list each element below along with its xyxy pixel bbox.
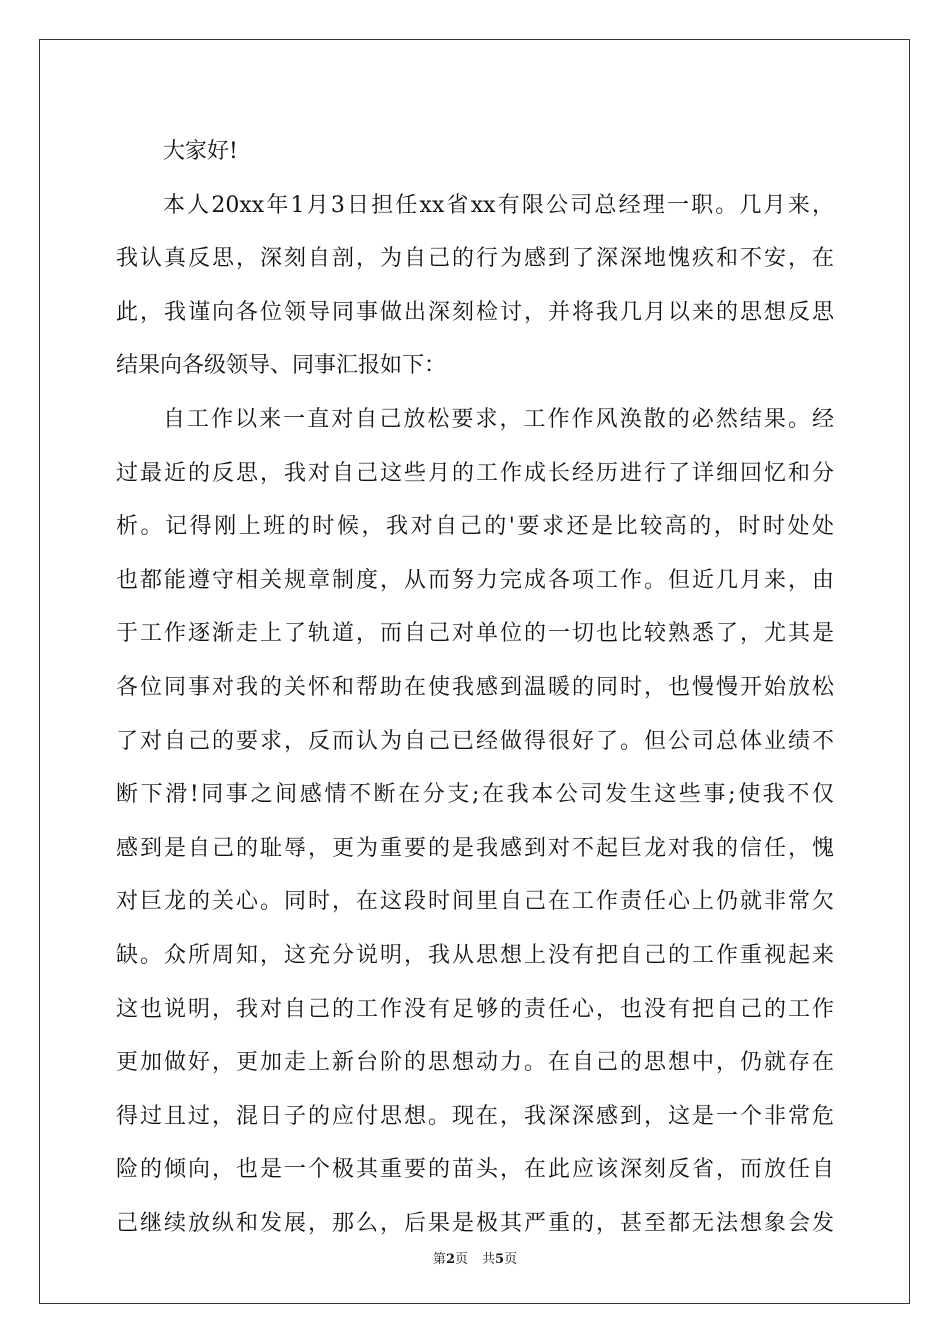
text-line: 对巨龙的关心。同时，在这段时间里自己在工作责任心上仍就非常欠 bbox=[116, 889, 834, 915]
text-line: 险的倾向，也是一个极其重要的苗头，在此应该深刻反省，而放任自 bbox=[116, 1157, 834, 1183]
text-line: 得过且过，混日子的应付思想。现在，我深深感到，这是一个非常危 bbox=[116, 1103, 834, 1129]
text-line: 各位同事对我的关怀和帮助在使我感到温暖的同时，也慢慢开始放松 bbox=[116, 674, 834, 700]
footer-total-prefix: 共 bbox=[482, 1252, 496, 1267]
footer-page-total: 5 bbox=[495, 1252, 505, 1267]
text-line: 大家好! bbox=[163, 139, 238, 164]
text-line: 结果向各级领导、同事汇报如下： bbox=[116, 353, 447, 379]
text-line: 己继续放纵和发展，那么，后果是极其严重的，甚至都无法想象会发 bbox=[116, 1210, 834, 1236]
text-line: 更加做好，更加走上新台阶的思想动力。在自己的思想中，仍就存在 bbox=[116, 1050, 834, 1076]
text-line: 析。记得刚上班的时候，我对自己的'要求还是比较高的，时时处处 bbox=[116, 514, 834, 540]
page-footer bbox=[0, 1248, 950, 1267]
text-line: 这也说明，我对自己的工作没有足够的责任心，也没有把自己的工作 bbox=[116, 996, 834, 1022]
footer-page-current: 2 bbox=[445, 1252, 455, 1267]
text-line: 本人20xx年1月3日担任xx省xx有限公司总经理一职。几月来， bbox=[163, 192, 834, 218]
text-line: 过最近的反思，我对自己这些月的工作成长经历进行了详细回忆和分 bbox=[116, 460, 834, 486]
text-line: 缺。众所周知，这充分说明，我从思想上没有把自己的工作重视起来 bbox=[116, 942, 834, 968]
footer-total-suffix: 页 bbox=[504, 1252, 518, 1267]
footer-page-suffix: 页 bbox=[454, 1252, 468, 1267]
text-line: 断下滑!同事之间感情不断在分支;在我本公司发生这些事;使我不仅 bbox=[116, 782, 834, 808]
document-body bbox=[116, 125, 834, 1250]
footer-page-prefix: 第 bbox=[432, 1252, 446, 1267]
text-line: 于工作逐渐走上了轨道，而自己对单位的一切也比较熟悉了，尤其是 bbox=[116, 621, 834, 647]
text-line: 我认真反思，深刻自剖，为自己的行为感到了深深地愧疚和不安，在 bbox=[116, 246, 834, 272]
text-line: 也都能遵守相关规章制度，从而努力完成各项工作。但近几月来，由 bbox=[116, 567, 834, 593]
text-line: 此，我谨向各位领导同事做出深刻检讨，并将我几月以来的思想反思 bbox=[116, 299, 834, 325]
text-line: 了对自己的要求，反而认为自己已经做得很好了。但公司总体业绩不 bbox=[116, 728, 834, 754]
text-line: 自工作以来一直对自己放松要求，工作作风涣散的必然结果。经 bbox=[163, 406, 834, 432]
text-line: 感到是自己的耻辱，更为重要的是我感到对不起巨龙对我的信任，愧 bbox=[116, 835, 834, 861]
